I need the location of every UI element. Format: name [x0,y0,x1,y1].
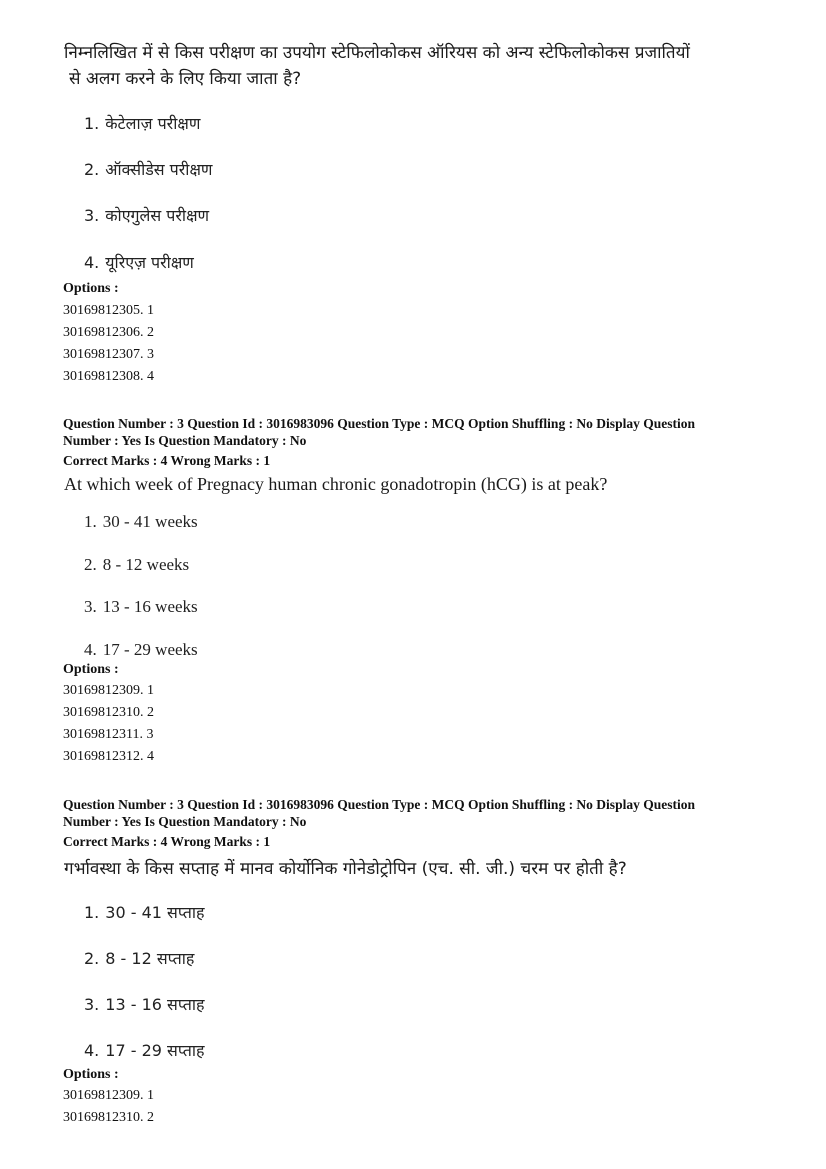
choice-text: 8 - 12 सप्ताह [105,949,195,968]
option-id: 30169812309. 1 [63,683,154,698]
choice-number: 1. [84,512,97,531]
question-line-2: से अलग करने के लिए किया जाता है? [69,69,302,89]
question-line-1: निम्नलिखित में से किस परीक्षण का उपयोग स्टेफिलोकोकस ऑरियस को अन्य स्टेफिलोकोकस प्रजातियों [64,43,690,63]
choice-number: 3. [84,995,100,1014]
choice-text: 8 - 12 weeks [102,555,190,574]
choice-text: कोएगुलेस परीक्षण [105,206,210,225]
choice-item [84,595,198,619]
marks-line: Correct Marks : 4 Wrong Marks : 1 [63,834,271,849]
choice-text: ऑक्सीडेस परीक्षण [105,160,213,179]
option-id: 30169812310. 2 [63,705,154,720]
question-meta-line: Question Number : 3 Question Id : 3016983096 Question Type : MCQ Option Shuffling : No Display Question [63,416,695,431]
option-id: 30169812312. 4 [63,749,154,764]
option-id: 30169812309. 1 [63,1088,154,1103]
options-label: Options : [63,281,119,296]
choice-item [84,158,213,182]
question-text: At which week of Pregnacy human chronic gonadotropin (hCG) is at peak? [64,474,608,494]
question-text-hindi [64,40,784,92]
choice-text: 30 - 41 सप्ताह [105,903,205,922]
option-id: 30169812305. 1 [63,303,154,318]
choice-text: 17 - 29 सप्ताह [105,1041,205,1060]
option-id: 30169812307. 3 [63,347,154,362]
choice-item [84,553,189,577]
choice-number: 2. [84,160,100,179]
option-id: 30169812306. 2 [63,325,154,340]
choice-item [84,510,198,534]
question-text-hindi: गर्भावस्था के किस सप्ताह में मानव कोर्योनिक गोनेडोट्रोपिन (एच. सी. जी.) चरम पर होती है? [64,859,627,879]
choice-item [84,638,198,662]
choice-item [84,901,205,925]
choice-number: 4. [84,640,97,659]
choice-text: यूरिएज़ परीक्षण [105,253,194,272]
choice-number: 3. [84,206,100,225]
option-id: 30169812311. 3 [63,727,154,742]
question-meta-line: Number : Yes Is Question Mandatory : No [63,433,307,448]
choice-number: 1. [84,903,100,922]
marks-line: Correct Marks : 4 Wrong Marks : 1 [63,453,271,468]
option-id: 30169812310. 2 [63,1110,154,1125]
choice-text: 30 - 41 weeks [102,512,198,531]
choice-item [84,204,209,228]
choice-number: 4. [84,253,100,272]
question-meta-line: Question Number : 3 Question Id : 3016983096 Question Type : MCQ Option Shuffling : No Display Question [63,797,695,812]
choice-text: 17 - 29 weeks [102,640,198,659]
choice-item [84,1039,205,1063]
choice-text: 13 - 16 सप्ताह [105,995,205,1014]
choice-text: केटेलाज़ परीक्षण [105,114,201,133]
choice-text: 13 - 16 weeks [102,597,198,616]
choice-item [84,993,205,1017]
choice-item [84,112,200,136]
question-meta-line: Number : Yes Is Question Mandatory : No [63,814,307,829]
choice-number: 4. [84,1041,100,1060]
choice-number: 1. [84,114,100,133]
choice-item [84,947,194,971]
options-label: Options : [63,662,119,677]
choice-number: 3. [84,597,97,616]
choice-item [84,251,194,275]
options-label: Options : [63,1067,119,1082]
choice-number: 2. [84,949,100,968]
option-id: 30169812308. 4 [63,369,154,384]
choice-number: 2. [84,555,97,574]
